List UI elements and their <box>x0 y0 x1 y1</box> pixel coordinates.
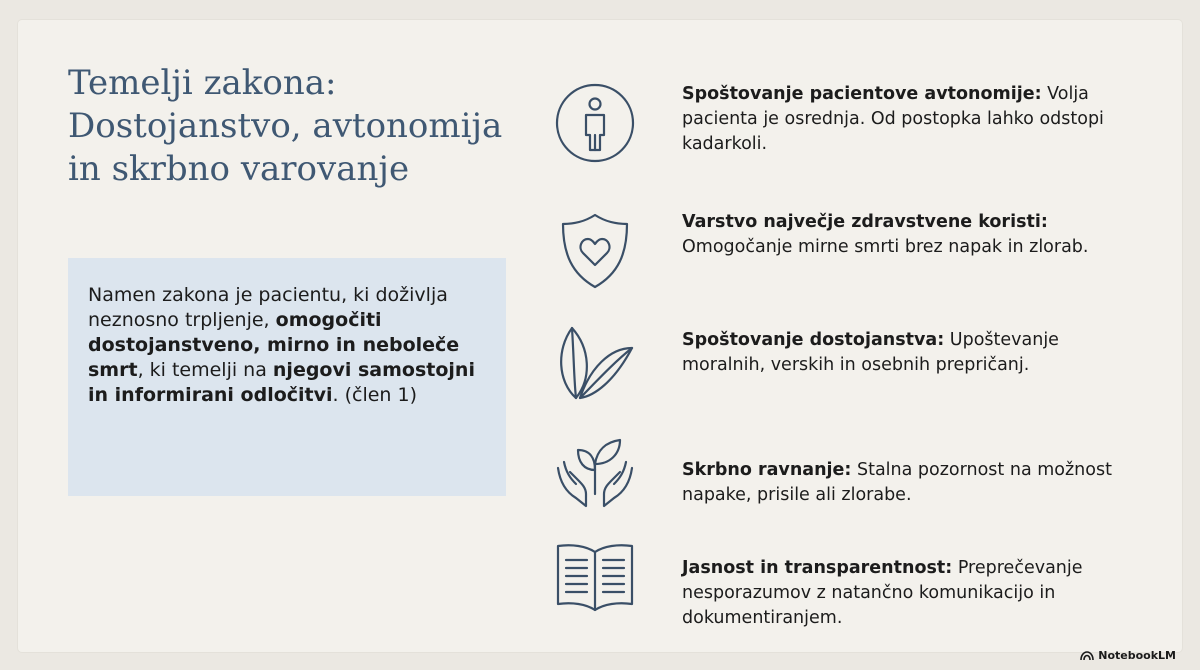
principle-heading: Spoštovanje pacientove avtonomije: <box>682 84 1042 104</box>
principle-autonomy-text <box>682 82 1122 157</box>
notebooklm-logo-icon <box>1080 651 1094 661</box>
title-line-3: in skrbno varovanje <box>68 149 410 189</box>
principle-heading: Skrbno ravnanje: <box>682 460 852 480</box>
purpose-part-3: . (člen 1) <box>332 384 418 406</box>
principle-description: Volja pacienta je osrednja. Od postopka lahko odstopi kadarkoli. <box>682 84 1104 154</box>
principle-description: Preprečevanje nesporazumov z natančno komunikacijo in dokumentiranjem. <box>682 558 1083 628</box>
principle-description: Upoštevanje moralnih, verskih in osebnih prepričanj. <box>682 330 1059 375</box>
principle-description: Omogočanje mirne smrti brez napak in zlorab. <box>682 237 1089 257</box>
purpose-callout <box>68 258 506 496</box>
principle-heading: Spoštovanje dostojanstva: <box>682 330 945 350</box>
principle-care-text <box>682 458 1122 508</box>
open-book-icon <box>554 534 636 616</box>
principle-heading: Jasnost in transparentnost: <box>682 558 953 578</box>
slide <box>18 20 1182 652</box>
principle-heading: Varstvo največje zdravstvene koristi: <box>682 212 1048 232</box>
hands-plant-icon <box>554 432 636 514</box>
purpose-bold-2: njegovi samostojni in informirani odločitvi <box>88 359 475 406</box>
title-line-1: Temelji zakona: <box>68 63 337 103</box>
principle-description: Stalna pozornost na možnost napake, prisile ali zlorabe. <box>682 460 1112 505</box>
leaves-icon <box>554 320 636 402</box>
brand-label: NotebookLM <box>1098 649 1176 662</box>
principle-transparency-text <box>682 556 1122 631</box>
title-line-2: Dostojanstvo, avtonomija <box>68 106 503 146</box>
page-title <box>68 62 528 191</box>
principle-health-benefit-text <box>682 210 1122 260</box>
purpose-part-1: Namen zakona je pacientu, ki doživlja neznosno trpljenje, <box>88 284 448 331</box>
purpose-part-2: , ki temelji na <box>137 359 273 381</box>
person-icon <box>554 82 636 164</box>
purpose-bold-1: omogočiti dostojanstveno, mirno in neboleče smrt <box>88 309 460 381</box>
shield-heart-icon <box>554 210 636 292</box>
purpose-text <box>88 283 486 408</box>
notebooklm-brand <box>1080 649 1176 662</box>
principle-dignity-text <box>682 328 1122 378</box>
